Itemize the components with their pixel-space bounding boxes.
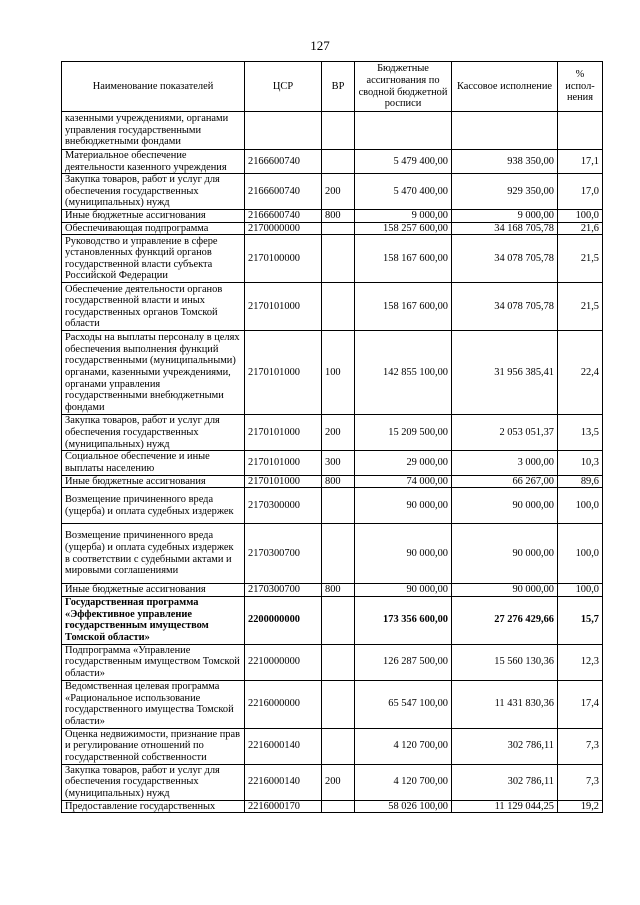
row-cash: 2 053 051,37: [452, 415, 558, 451]
header-budget: Бюджетные ассигнования по сводной бюджетной росписи: [355, 62, 452, 112]
row-vr: [322, 235, 355, 283]
row-name: Обеспечивающая подпрограмма: [62, 222, 245, 235]
row-cash: 938 350,00: [452, 150, 558, 174]
table-row: [62, 800, 603, 813]
row-name: Государственная программа «Эффективное управление государственным имуществом Томской области»: [62, 596, 245, 644]
row-vr: 300: [322, 451, 355, 475]
row-name: казенными учреждениями, органами управления государственными внебюджетными фондами: [62, 112, 245, 150]
row-name: Иные бюджетные ассигнования: [62, 475, 245, 488]
row-pct: 21,6: [558, 222, 603, 235]
row-cash: 34 168 705,78: [452, 222, 558, 235]
row-csr: 2170300700: [245, 524, 322, 584]
table-row: [62, 150, 603, 174]
row-vr: [322, 728, 355, 764]
row-cash: 3 000,00: [452, 451, 558, 475]
row-vr: [322, 524, 355, 584]
row-cash: 90 000,00: [452, 524, 558, 584]
row-vr: [322, 644, 355, 680]
header-pct: % испол-нения: [558, 62, 603, 112]
row-pct: 17,4: [558, 680, 603, 728]
row-pct: 19,2: [558, 800, 603, 813]
row-vr: 100: [322, 331, 355, 415]
row-cash: 90 000,00: [452, 488, 558, 524]
row-cash: 15 560 130,36: [452, 644, 558, 680]
row-csr: 2170100000: [245, 235, 322, 283]
row-name: Социальное обеспечение и иные выплаты населению: [62, 451, 245, 475]
row-budget: 5 470 400,00: [355, 174, 452, 210]
row-pct: 100,0: [558, 210, 603, 223]
row-vr: [322, 222, 355, 235]
row-csr: 2170101000: [245, 451, 322, 475]
header-csr: ЦСР: [245, 62, 322, 112]
row-pct: 7,3: [558, 728, 603, 764]
header-vr: ВР: [322, 62, 355, 112]
row-name: Расходы на выплаты персоналу в целях обеспечения выполнения функций государственными (муниципальными) органами, казенными учреждениями, органами управления государственными внебюджетными фондами: [62, 331, 245, 415]
row-cash: 9 000,00: [452, 210, 558, 223]
table-row: [62, 235, 603, 283]
row-pct: 17,0: [558, 174, 603, 210]
row-vr: 200: [322, 415, 355, 451]
table-row: [62, 174, 603, 210]
row-cash: 34 078 705,78: [452, 283, 558, 331]
row-name: Оценка недвижимости, признание прав и регулирование отношений по государственной собственности: [62, 728, 245, 764]
row-budget: 90 000,00: [355, 584, 452, 597]
row-vr: 800: [322, 584, 355, 597]
table-row: [62, 210, 603, 223]
row-name: Возмещение причиненного вреда (ущерба) и оплата судебных издержек: [62, 488, 245, 524]
row-vr: [322, 488, 355, 524]
row-name: Закупка товаров, работ и услуг для обеспечения государственных (муниципальных) нужд: [62, 174, 245, 210]
row-budget: 90 000,00: [355, 488, 452, 524]
row-cash: 34 078 705,78: [452, 235, 558, 283]
row-vr: 800: [322, 475, 355, 488]
row-csr: 2200000000: [245, 596, 322, 644]
row-budget: 158 257 600,00: [355, 222, 452, 235]
row-budget: 29 000,00: [355, 451, 452, 475]
row-pct: 13,5: [558, 415, 603, 451]
row-vr: [322, 800, 355, 813]
row-vr: 800: [322, 210, 355, 223]
row-budget: 126 287 500,00: [355, 644, 452, 680]
row-cash: 11 431 830,36: [452, 680, 558, 728]
row-csr: 2170101000: [245, 331, 322, 415]
budget-table: [61, 61, 603, 813]
row-budget: 74 000,00: [355, 475, 452, 488]
row-pct: 15,7: [558, 596, 603, 644]
row-pct: 21,5: [558, 283, 603, 331]
row-pct: 21,5: [558, 235, 603, 283]
row-cash: 302 786,11: [452, 764, 558, 800]
row-name: Иные бюджетные ассигнования: [62, 210, 245, 223]
row-csr: [245, 112, 322, 150]
row-csr: 2170101000: [245, 475, 322, 488]
row-name: Закупка товаров, работ и услуг для обеспечения государственных (муниципальных) нужд: [62, 415, 245, 451]
row-csr: 2210000000: [245, 644, 322, 680]
row-pct: 7,3: [558, 764, 603, 800]
row-csr: 2170101000: [245, 283, 322, 331]
table-row: [62, 644, 603, 680]
header-row: [62, 62, 603, 112]
row-name: Руководство и управление в сфере установленных функций органов государственной власти субъекта Российской Федерации: [62, 235, 245, 283]
table-row: [62, 331, 603, 415]
row-budget: [355, 112, 452, 150]
row-budget: 65 547 100,00: [355, 680, 452, 728]
row-csr: 2170000000: [245, 222, 322, 235]
table-row: [62, 222, 603, 235]
table-row: [62, 451, 603, 475]
table-row: [62, 584, 603, 597]
table-row: [62, 680, 603, 728]
row-pct: 100,0: [558, 524, 603, 584]
row-vr: [322, 112, 355, 150]
row-vr: [322, 596, 355, 644]
row-cash: 929 350,00: [452, 174, 558, 210]
page-number: 127: [310, 38, 330, 53]
row-vr: 200: [322, 764, 355, 800]
row-cash: 27 276 429,66: [452, 596, 558, 644]
row-name: Ведомственная целевая программа «Рациональное использование государственного имущества Томской области»: [62, 680, 245, 728]
row-cash: 11 129 044,25: [452, 800, 558, 813]
row-budget: 9 000,00: [355, 210, 452, 223]
row-csr: 2216000140: [245, 728, 322, 764]
table-row: [62, 728, 603, 764]
table-row: [62, 596, 603, 644]
row-csr: 2216000000: [245, 680, 322, 728]
row-csr: 2170300700: [245, 584, 322, 597]
row-pct: 17,1: [558, 150, 603, 174]
row-csr: 2216000170: [245, 800, 322, 813]
row-cash: 31 956 385,41: [452, 331, 558, 415]
row-name: Возмещение причиненного вреда (ущерба) и оплата судебных издержек в соответствии с судебными актами и мировыми соглашениями: [62, 524, 245, 584]
row-cash: 66 267,00: [452, 475, 558, 488]
header-name: Наименование показателей: [62, 62, 245, 112]
row-pct: 10,3: [558, 451, 603, 475]
row-budget: 15 209 500,00: [355, 415, 452, 451]
header-cash: Кассовое исполнение: [452, 62, 558, 112]
row-csr: 2166600740: [245, 150, 322, 174]
row-name: Закупка товаров, работ и услуг для обеспечения государственных (муниципальных) нужд: [62, 764, 245, 800]
row-cash: 302 786,11: [452, 728, 558, 764]
row-name: Материальное обеспечение деятельности казенного учреждения: [62, 150, 245, 174]
row-budget: 173 356 600,00: [355, 596, 452, 644]
row-vr: [322, 283, 355, 331]
row-name: Обеспечение деятельности органов государственной власти и иных государственных органов Томской области: [62, 283, 245, 331]
row-cash: 90 000,00: [452, 584, 558, 597]
table-row: [62, 112, 603, 150]
table-row: [62, 415, 603, 451]
row-pct: 100,0: [558, 488, 603, 524]
row-pct: 100,0: [558, 584, 603, 597]
row-name: Иные бюджетные ассигнования: [62, 584, 245, 597]
table-row: [62, 524, 603, 584]
row-vr: [322, 150, 355, 174]
row-pct: 22,4: [558, 331, 603, 415]
row-pct: 12,3: [558, 644, 603, 680]
row-csr: 2216000140: [245, 764, 322, 800]
row-budget: 5 479 400,00: [355, 150, 452, 174]
row-pct: [558, 112, 603, 150]
row-budget: 90 000,00: [355, 524, 452, 584]
table-row: [62, 475, 603, 488]
row-name: Подпрограмма «Управление государственным имуществом Томской области»: [62, 644, 245, 680]
row-pct: 89,6: [558, 475, 603, 488]
row-vr: 200: [322, 174, 355, 210]
row-csr: 2166600740: [245, 174, 322, 210]
row-budget: 58 026 100,00: [355, 800, 452, 813]
row-csr: 2170300000: [245, 488, 322, 524]
row-csr: 2166600740: [245, 210, 322, 223]
row-budget: 4 120 700,00: [355, 764, 452, 800]
table-row: [62, 488, 603, 524]
row-budget: 158 167 600,00: [355, 283, 452, 331]
table-row: [62, 764, 603, 800]
table-row: [62, 283, 603, 331]
row-csr: 2170101000: [245, 415, 322, 451]
row-budget: 4 120 700,00: [355, 728, 452, 764]
row-budget: 158 167 600,00: [355, 235, 452, 283]
row-vr: [322, 680, 355, 728]
row-budget: 142 855 100,00: [355, 331, 452, 415]
row-name: Предоставление государственных: [62, 800, 245, 813]
row-cash: [452, 112, 558, 150]
